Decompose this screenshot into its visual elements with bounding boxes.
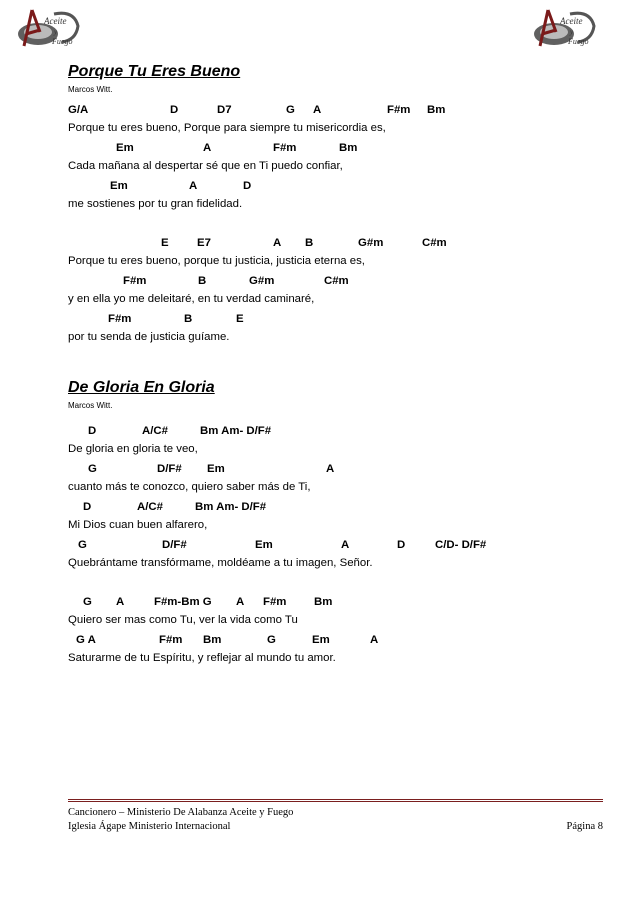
chord-line bbox=[68, 593, 608, 612]
lyric-text: Cada mañana al despertar sé que en Ti puedo confiar, bbox=[68, 160, 343, 172]
chord-line bbox=[68, 422, 608, 441]
chord-line bbox=[68, 139, 608, 158]
chord: C#m bbox=[324, 275, 349, 287]
lyric-text: cuanto más te conozco, quiero saber más de Ti, bbox=[68, 481, 311, 493]
chord: C/D- D/F# bbox=[435, 539, 487, 551]
chord: Bm bbox=[339, 142, 358, 154]
lyric-line bbox=[68, 612, 608, 631]
chord: G#m bbox=[358, 237, 384, 249]
lyric-text: Quiero ser mas como Tu, ver la vida como Tu bbox=[68, 614, 298, 626]
chord: A bbox=[236, 596, 245, 608]
chord: F#m-Bm G bbox=[154, 596, 212, 608]
footer-church-name: Iglesia Ágape Ministerio Internacional bbox=[68, 821, 231, 832]
lyric-line bbox=[68, 158, 608, 177]
lyric-line bbox=[68, 253, 608, 272]
lyric-line bbox=[68, 291, 608, 310]
chord: F#m bbox=[108, 313, 132, 325]
chord: Bm bbox=[203, 634, 222, 646]
chord: B bbox=[184, 313, 193, 325]
lyric-text: Porque tu eres bueno, Porque para siempre tu misericordia es, bbox=[68, 122, 386, 134]
chord-line bbox=[68, 234, 608, 253]
lyric-line bbox=[68, 120, 608, 139]
chord: D bbox=[88, 425, 97, 437]
chord: D7 bbox=[217, 104, 232, 116]
logo-text-mid: y bbox=[54, 28, 58, 36]
blank-line bbox=[68, 215, 608, 234]
chord-line bbox=[68, 631, 608, 650]
chord-line bbox=[68, 177, 608, 196]
song-porque-tu-eres-bueno bbox=[68, 62, 608, 348]
chord-line bbox=[68, 101, 608, 120]
lyric-line bbox=[68, 441, 608, 460]
chord: G#m bbox=[249, 275, 275, 287]
chord: G bbox=[88, 463, 97, 475]
chord: D bbox=[170, 104, 179, 116]
lyric-line bbox=[68, 196, 608, 215]
chord: G/A bbox=[68, 104, 89, 116]
lyric-text: y en ella yo me deleitaré, en tu verdad caminaré, bbox=[68, 293, 315, 305]
lyric-text: me sostienes por tu gran fidelidad. bbox=[68, 198, 243, 210]
blank-line bbox=[68, 574, 608, 593]
lyric-text: Saturarme de tu Espíritu, y reflejar al mundo tu amor. bbox=[68, 652, 336, 664]
song-de-gloria-en-gloria bbox=[68, 378, 608, 669]
chord: Em bbox=[255, 539, 273, 551]
chord: F#m bbox=[263, 596, 287, 608]
lyric-line bbox=[68, 650, 608, 669]
song-author: Marcos Witt. bbox=[68, 401, 113, 410]
chord: F#m bbox=[123, 275, 147, 287]
footer-songbook-title: Cancionero – Ministerio De Alabanza Aceite y Fuego bbox=[68, 807, 294, 818]
chord: D bbox=[243, 180, 252, 192]
footer-line-1 bbox=[68, 806, 603, 820]
chord-line bbox=[68, 498, 608, 517]
chord: F#m bbox=[387, 104, 411, 116]
chord: D/F# bbox=[157, 463, 182, 475]
chord: E bbox=[161, 237, 169, 249]
chord: D bbox=[83, 501, 92, 513]
chord: A bbox=[341, 539, 350, 551]
song-body bbox=[68, 101, 608, 348]
chord: Em bbox=[116, 142, 134, 154]
logo-aceite-fuego-right bbox=[530, 6, 600, 50]
chord: Bm bbox=[427, 104, 446, 116]
lyric-text: Quebrántame transfórmame, moldéame a tu imagen, Señor. bbox=[68, 557, 373, 569]
logo-aceite-fuego-left bbox=[14, 6, 84, 50]
chord: Bm Am- D/F# bbox=[200, 425, 272, 437]
chord: D bbox=[397, 539, 406, 551]
song-title: Porque Tu Eres Bueno bbox=[68, 63, 241, 80]
chord: A bbox=[313, 104, 322, 116]
lyric-line bbox=[68, 555, 608, 574]
chord: G bbox=[267, 634, 276, 646]
lyric-text: Mi Dios cuan buen alfarero, bbox=[68, 519, 208, 531]
chord: B bbox=[305, 237, 314, 249]
chord: G A bbox=[76, 634, 96, 646]
chord-line bbox=[68, 460, 608, 479]
song-body bbox=[68, 422, 608, 669]
page-number: Página 8 bbox=[566, 821, 603, 832]
chord: C#m bbox=[422, 237, 447, 249]
chord: B bbox=[198, 275, 207, 287]
chord: Em bbox=[312, 634, 330, 646]
chord: Bm bbox=[314, 596, 333, 608]
chord: A bbox=[273, 237, 282, 249]
chord-line bbox=[68, 536, 608, 555]
chord: A bbox=[203, 142, 212, 154]
chord: D/F# bbox=[162, 539, 187, 551]
logo-text-bottom: Fuego bbox=[52, 37, 73, 46]
chord: A bbox=[116, 596, 125, 608]
chord: E bbox=[236, 313, 244, 325]
chord-line bbox=[68, 310, 608, 329]
chord: Em bbox=[207, 463, 225, 475]
lyric-line bbox=[68, 517, 608, 536]
chord: E7 bbox=[197, 237, 211, 249]
chord: G bbox=[83, 596, 92, 608]
song-title: De Gloria En Gloria bbox=[68, 379, 215, 396]
footer-line-2 bbox=[68, 820, 603, 834]
lyric-line bbox=[68, 329, 608, 348]
lyric-text: por tu senda de justicia guíame. bbox=[68, 331, 230, 343]
chord: G bbox=[286, 104, 295, 116]
chord: Bm Am- D/F# bbox=[195, 501, 267, 513]
logo-text-bottom: Fuego bbox=[568, 37, 589, 46]
chord: A/C# bbox=[137, 501, 163, 513]
chord: A bbox=[370, 634, 379, 646]
logo-text-top: Aceite bbox=[44, 16, 67, 26]
logo-text-top: Aceite bbox=[560, 16, 583, 26]
chord-line bbox=[68, 272, 608, 291]
page-footer bbox=[68, 799, 603, 834]
chord: F#m bbox=[159, 634, 183, 646]
chord: A/C# bbox=[142, 425, 168, 437]
song-author: Marcos Witt. bbox=[68, 85, 113, 94]
logo-text-mid: y bbox=[570, 28, 574, 36]
chord: Em bbox=[110, 180, 128, 192]
lyric-line bbox=[68, 479, 608, 498]
chord: F#m bbox=[273, 142, 297, 154]
chord: G bbox=[78, 539, 87, 551]
chord: A bbox=[326, 463, 335, 475]
lyric-text: Porque tu eres bueno, porque tu justicia, justicia eterna es, bbox=[68, 255, 365, 267]
lyric-text: De gloria en gloria te veo, bbox=[68, 443, 198, 455]
chord: A bbox=[189, 180, 198, 192]
